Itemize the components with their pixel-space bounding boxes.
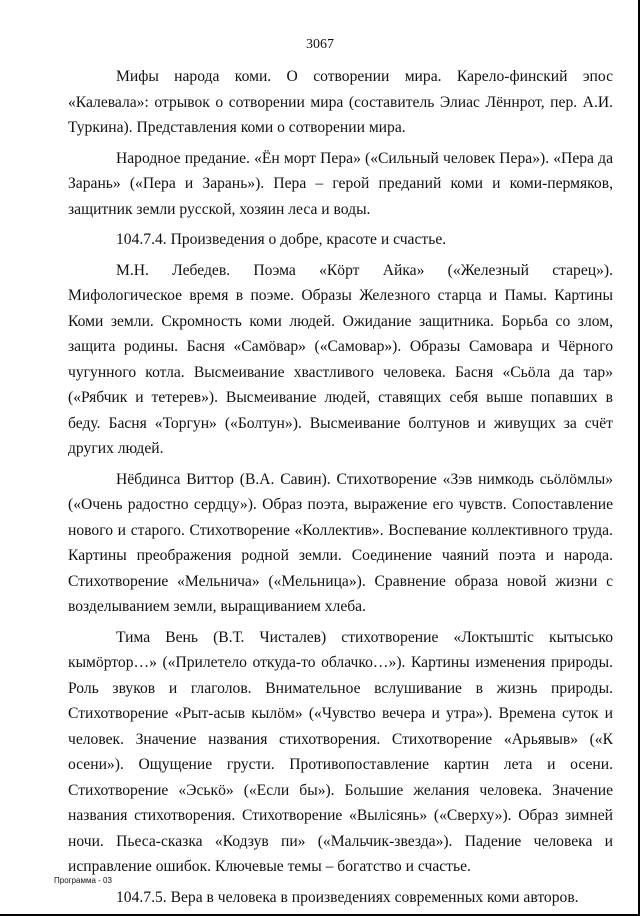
paragraph-nyobdinsa-vittor: Нёбдинса Виттор (В.А. Савин). Стихотворение «Зэв нимкодь сьöлöмлы» («Очень радостно сердцу»). Образ поэта, выражение его чувств. Сопоставление нового и старого. Стихотворение «Коллектив». Воспевание коллективного труда. Картины преображения родной земли. Соединение чаяний поэта и народа. Стихотворение «Мельнича» («Мельница»). Сравнение образа новой жизни с возделыванием земли, выращиванием хлеба. xyxy=(68,470,613,615)
paragraph-folk-legend: Народное предание. «Ён морт Пера» («Сильный человек Пера»). «Пера да Зарань» («Пера и Зарань»). Пера – герой преданий коми и коми-пермяков, защитник земли русской, хозяин леса и воды. xyxy=(68,149,613,218)
page-number: 3067 xyxy=(306,37,334,52)
footer-label: Программа - 03 xyxy=(54,876,112,885)
paragraph-myths: Мифы народа коми. О сотворении мира. Карело-финский эпос «Калевала»: отрывок о сотворении мира (составитель Элиас Лённрот, пер. А.И. Туркина). Представления коми о сотворении мира. xyxy=(68,68,613,136)
paragraph-lebedev: М.Н. Лебедев. Поэма «Кöрт Айка» («Железный старец»). Мифологическое время в поэме. Образы Железного старца и Памы. Картины Коми земли. Скромность коми людей. Ожидание защитника. Борьба со злом, защита родины. Басня «Самöвар» («Самовар»). Образы Самовара и Чёрного чугунного котла. Высмеивание хвастливого человека. Басня «Сьöла да тар» («Рябчик и тетерев»). Высмеивание людей, ставящих себя выше попавших в беду. Басня «Торгун» («Болтун»). Высмеивание болтунов и живущих за счёт других людей. xyxy=(68,261,613,457)
section-heading-104-7-5: 104.7.5. Вера в человека в произведениях современных коми авторов. xyxy=(116,888,579,906)
section-heading-104-7-4: 104.7.4. Произведения о добре, красоте и счастье. xyxy=(116,231,447,248)
paragraph-tima-ven: Тима Вень (В.Т. Чисталев) стихотворение «Локтыштiс кытысько кымöртор…» («Прилетело откуда-то облачко…»). Картины изменения природы. Роль звуков и глаголов. Внимательное вслушивание в жизнь природы. Стихотворение «Рыт-асыв кылöм» («Чувство вечера и утра»). Времена суток и человек. Значение названия стихотворения. Стихотворение «Арьявыв» («К осени»). Ощущение грусти. Противопоставление картин лета и осени. Стихотворение «Эськö» («Если бы»). Большие желания человека. Значение названия стихотворения. Стихотворение «Вылiсянь» («Сверху»). Образ зимней ночи. Пьеса-сказка «Кодзув пи» («Мальчик-звезда»). Падение человека и исправление ошибок. Ключевые темы – богатство и счастье. xyxy=(68,628,613,875)
page-body xyxy=(68,64,613,915)
